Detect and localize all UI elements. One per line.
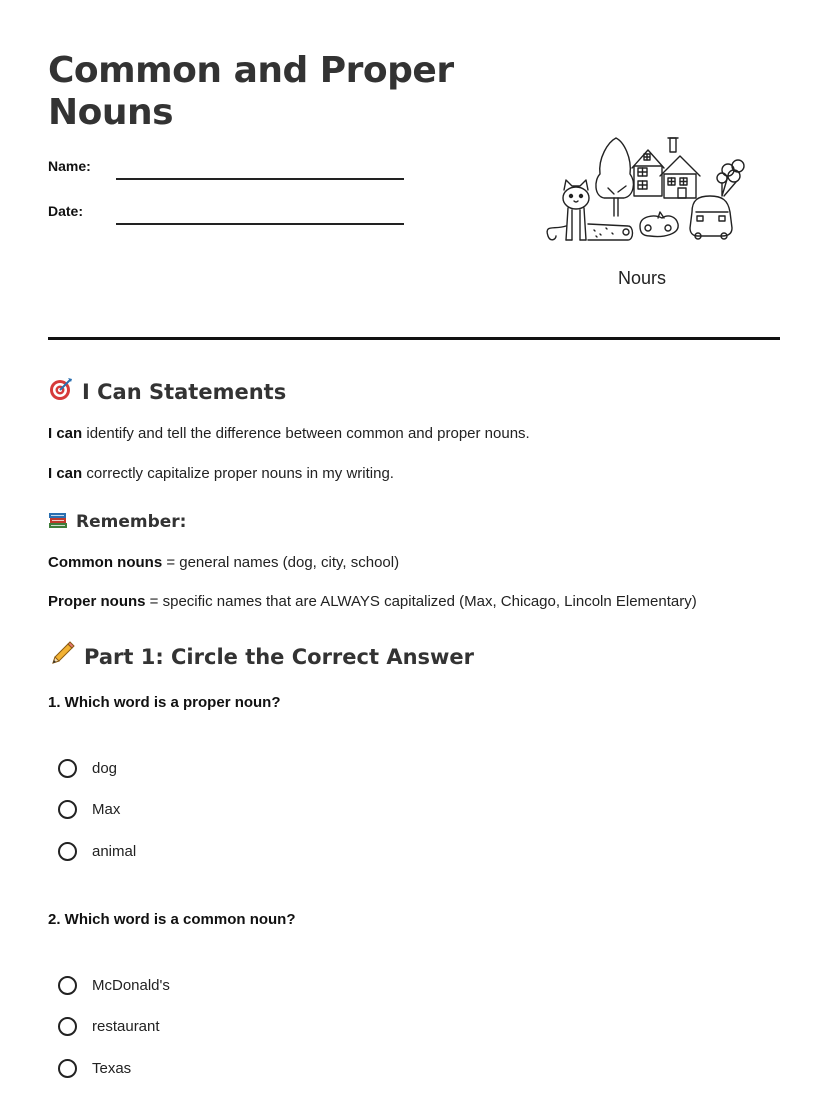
remember-heading-text: Remember: xyxy=(76,511,187,532)
tree-icon xyxy=(596,138,633,216)
date-label: Date: xyxy=(48,203,84,219)
option-label: dog xyxy=(92,759,118,777)
i-can-heading-text: I Can Statements xyxy=(82,379,287,404)
date-line[interactable] xyxy=(116,223,404,225)
part1-heading xyxy=(48,640,474,673)
q1-option-animal[interactable] xyxy=(58,839,136,863)
radio-circle[interactable] xyxy=(58,1017,77,1036)
worksheet-page xyxy=(48,0,780,1118)
nouns-illustration xyxy=(542,128,754,250)
radio-circle[interactable] xyxy=(58,1059,77,1078)
option-label: animal xyxy=(92,842,137,860)
date-field[interactable] xyxy=(48,203,408,227)
section-divider xyxy=(48,337,780,340)
q2-option-restaurant[interactable] xyxy=(58,1014,160,1038)
target-icon xyxy=(48,376,74,407)
term-bold: Common nouns xyxy=(48,554,163,571)
car-icon xyxy=(690,196,732,239)
i-can-statement-1 xyxy=(48,425,530,442)
remember-item-common xyxy=(48,554,399,571)
statement-text: identify and tell the difference between common and proper nouns. xyxy=(82,425,530,442)
question-2: 2. Which word is a common noun? xyxy=(48,911,296,928)
q2-option-texas[interactable] xyxy=(58,1056,131,1080)
term-text: = general names (dog, city, school) xyxy=(162,554,400,571)
page-title: Common and Proper Nouns xyxy=(48,50,454,133)
statement-bold: I can xyxy=(48,465,83,482)
radio-circle[interactable] xyxy=(58,800,77,819)
option-label: restaurant xyxy=(92,1017,160,1035)
house-icon xyxy=(632,150,664,196)
q2-option-mcdonalds[interactable] xyxy=(58,973,170,997)
name-field[interactable] xyxy=(48,158,408,182)
pencil-icon xyxy=(48,640,76,673)
q1-option-dog[interactable] xyxy=(58,756,117,780)
books-icon xyxy=(48,509,68,534)
radio-circle[interactable] xyxy=(58,976,77,995)
i-can-statement-2 xyxy=(48,465,394,482)
balloons-icon xyxy=(717,160,744,196)
radio-circle[interactable] xyxy=(58,759,77,778)
name-line[interactable] xyxy=(116,178,404,180)
term-text: = specific names that are ALWAYS capitalized (Max, Chicago, Lincoln Elementary) xyxy=(145,593,697,610)
remember-item-proper xyxy=(48,593,697,610)
radio-circle[interactable] xyxy=(58,842,77,861)
part1-heading-text: Part 1: Circle the Correct Answer xyxy=(84,644,475,669)
remember-heading xyxy=(48,509,186,534)
term-bold: Proper nouns xyxy=(48,593,146,610)
shoe-icon xyxy=(640,212,678,237)
house-icon-small xyxy=(660,138,700,198)
i-can-heading xyxy=(48,376,286,407)
statement-bold: I can xyxy=(48,425,83,442)
q1-option-max[interactable] xyxy=(58,797,120,821)
option-label: McDonald's xyxy=(92,976,170,994)
mat-icon xyxy=(588,224,633,240)
statement-text: correctly capitalize proper nouns in my writing. xyxy=(82,465,394,482)
question-1: 1. Which word is a proper noun? xyxy=(48,694,281,711)
name-label: Name: xyxy=(48,158,91,174)
option-label: Texas xyxy=(92,1059,132,1077)
illustration-caption: Nours xyxy=(617,268,666,288)
option-label: Max xyxy=(92,800,121,818)
cat-icon xyxy=(547,180,589,240)
